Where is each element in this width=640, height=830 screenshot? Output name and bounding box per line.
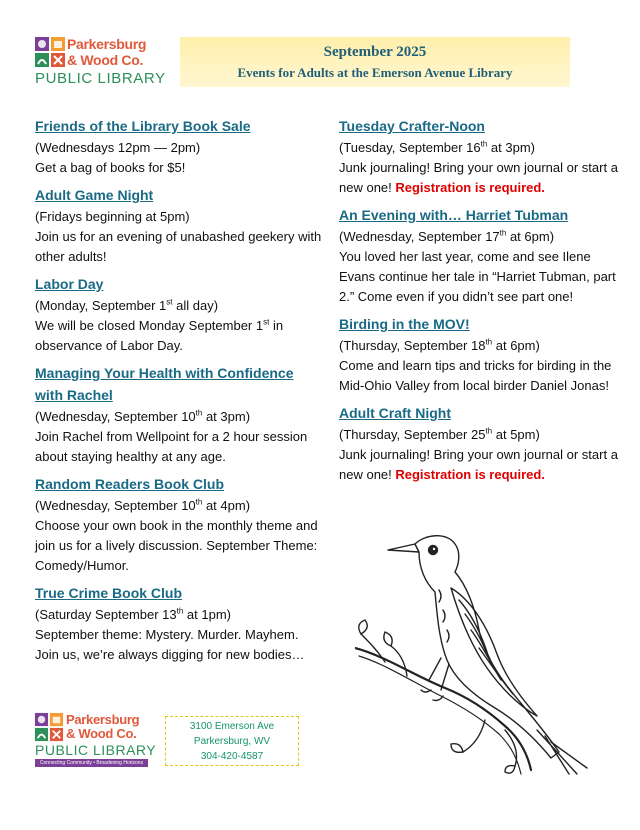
event-craft-night	[339, 402, 624, 485]
event-harriet-tubman	[339, 204, 624, 307]
logo-name-line1: Parkersburg	[67, 36, 147, 52]
event-title: Random Readers Book Club	[35, 476, 225, 492]
event-when: (Wednesday, September 10th at 3pm)	[35, 408, 251, 424]
event-when: (Tuesday, September 16th at 3pm)	[339, 139, 535, 155]
header-banner	[180, 37, 570, 87]
address-phone: 304-420-4587	[200, 751, 264, 762]
library-logo-icon	[34, 36, 66, 68]
library-logo-icon	[34, 712, 64, 742]
address-street: 3100 Emerson Ave	[189, 721, 275, 732]
event-description: Join Rachel from Wellpoint for a 2 hour session about staying healthy at any age.	[35, 429, 308, 464]
event-description: Come and learn tips and tricks for birding in the Mid-Ohio Valley from local birder Daniel Jonas!	[339, 358, 612, 393]
page-title: September 2025	[323, 44, 427, 60]
event-labor-day	[35, 273, 325, 356]
event-title: Labor Day	[35, 276, 104, 292]
event-description: September theme: Mystery. Murder. Mayhem. Join us, we’re always digging for new bodies…	[35, 627, 305, 662]
event-title: An Evening with… Harriet Tubman	[339, 207, 569, 223]
event-true-crime	[35, 582, 325, 665]
footer-library-logo	[34, 712, 159, 768]
event-when: (Wednesday, September 17th at 6pm)	[339, 228, 555, 244]
events-right-column	[339, 115, 624, 491]
event-random-readers	[35, 473, 325, 576]
event-description: Junk journaling! Bring your own journal or start a new one! Registration is required.	[339, 447, 618, 482]
events-left-column	[35, 115, 325, 671]
event-title: Adult Craft Night	[339, 405, 451, 421]
event-description: We will be closed Monday September 1st in observance of Labor Day.	[35, 317, 284, 353]
event-birding	[339, 313, 624, 396]
logo-name-line1: Parkersburg	[66, 712, 140, 727]
event-when: (Thursday, September 25th at 5pm)	[339, 426, 540, 442]
logo-name-line2: & Wood Co.	[67, 52, 144, 68]
bird-illustration	[355, 530, 605, 780]
event-crafter-noon	[339, 115, 624, 198]
logo-tagline: Connecting Community • Broadening Horizons	[35, 759, 148, 767]
event-when: (Fridays beginning at 5pm)	[35, 209, 190, 224]
address-city: Parkersburg, WV	[193, 736, 271, 747]
page-subtitle: Events for Adults at the Emerson Avenue Library	[237, 65, 513, 80]
event-description: Junk journaling! Bring your own journal or start a new one! Registration is required.	[339, 160, 618, 195]
event-description: You loved her last year, come and see Ilene Evans continue her tale in “Harriet Tubman, part 2.” Come even if you didn’t see part one!	[339, 249, 616, 304]
registration-required: Registration is required.	[395, 467, 545, 482]
event-title: Adult Game Night	[35, 187, 154, 203]
event-game-night	[35, 184, 325, 267]
logo-name-line2: & Wood Co.	[66, 726, 137, 741]
event-when: (Wednesday, September 10th at 4pm)	[35, 497, 251, 513]
registration-required: Registration is required.	[395, 180, 545, 195]
event-when: (Saturday September 13th at 1pm)	[35, 606, 231, 622]
event-when: (Thursday, September 18th at 6pm)	[339, 337, 540, 353]
event-description: Get a bag of books for $5!	[35, 160, 186, 175]
event-managing-health	[35, 362, 325, 467]
event-title: Birding in the MOV!	[339, 316, 470, 332]
logo-public-library: PUBLIC LIBRARY	[35, 70, 166, 87]
event-description: Join us for an evening of unabashed geekery with other adults!	[35, 229, 322, 264]
library-logo	[34, 36, 166, 88]
event-title: Tuesday Crafter-Noon	[339, 118, 485, 134]
address-box	[165, 716, 299, 766]
event-title: Managing Your Health with Confidence with Rachel	[35, 365, 294, 403]
event-title: Friends of the Library Book Sale	[35, 118, 251, 134]
event-when: (Monday, September 1st all day)	[35, 297, 219, 313]
event-description: Choose your own book in the monthly theme and join us for a lively discussion. September Theme: Comedy/Humor.	[35, 518, 318, 573]
event-when: (Wednesdays 12pm — 2pm)	[35, 140, 201, 155]
event-title: True Crime Book Club	[35, 585, 183, 601]
logo-public-library: PUBLIC LIBRARY	[35, 742, 157, 758]
event-book-sale	[35, 115, 325, 178]
